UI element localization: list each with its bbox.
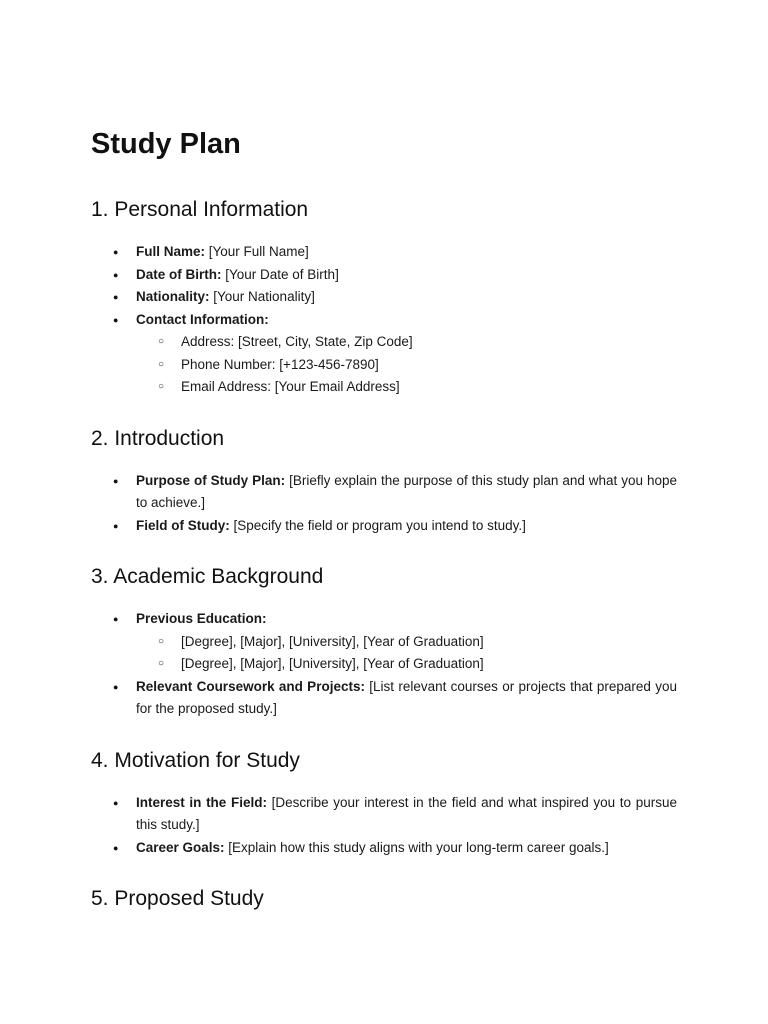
list-item-contact-information [91, 309, 677, 399]
list-item-previous-education [91, 608, 677, 676]
item-label: Contact Information: [136, 311, 269, 327]
item-value: [Specify the field or program you intend to study.] [229, 517, 526, 533]
section-heading-personal-information: 1. Personal Information [91, 198, 309, 221]
item-label: Previous Education: [136, 611, 267, 626]
sublist-item-address: ○ Address: [Street, City, State, Zip Code] [136, 331, 677, 354]
document-body [91, 124, 677, 913]
personal-information-list [91, 241, 677, 399]
item-value: [Your Full Name] [205, 244, 309, 259]
list-item-purpose-of-study-plan [91, 470, 677, 515]
item-label: Purpose of Study Plan: [136, 472, 286, 488]
item-value: [Your Nationality] [209, 289, 315, 304]
item-label: Relevant Coursework and Projects: [136, 678, 365, 694]
sublist-item-phone-number: ○ Phone Number: [+123-456-7890] [136, 354, 677, 377]
page-title: Study Plan [91, 128, 241, 160]
section-heading-introduction: 2. Introduction [91, 426, 225, 450]
list-item-interest-in-the-field [91, 792, 677, 837]
item-value: [Your Date of Birth] [221, 266, 339, 282]
sublist-item-degree: ○ [Degree], [Major], [University], [Year of Graduation] [136, 631, 677, 654]
item-label: Field of Study: [136, 517, 230, 533]
item-label: Nationality: [136, 289, 210, 304]
list-item-nationality [91, 286, 677, 309]
section-heading-motivation-for-study: 4. Motivation for Study [91, 748, 300, 772]
sublist-item-email-address: ○ Email Address: [Your Email Address] [136, 376, 677, 399]
item-label: Full Name: [136, 244, 206, 259]
motivation-list [91, 792, 677, 860]
list-item-full-name [91, 241, 677, 264]
item-value: [List relevant courses or projects that prepared you for the proposed study.] [136, 678, 677, 716]
item-value: [Briefly explain the purpose of this study plan and what you hope to achieve.] [136, 472, 678, 510]
section-heading-proposed-study: 5. Proposed Study [91, 887, 264, 910]
item-value: [Describe your interest in the field and what inspired you to pursue this study.] [136, 794, 677, 832]
list-item-date-of-birth [91, 264, 677, 287]
section-heading-academic-background: 3. Academic Background [91, 565, 324, 588]
item-label: Date of Birth: [136, 266, 222, 282]
list-item-relevant-coursework [91, 676, 677, 721]
item-label: Interest in the Field: [136, 794, 267, 810]
previous-education-sublist [136, 631, 677, 676]
academic-background-list [91, 608, 677, 721]
item-label: Career Goals: [136, 839, 225, 855]
introduction-list [91, 470, 677, 538]
list-item-career-goals [91, 837, 677, 860]
contact-information-sublist [136, 331, 677, 399]
list-item-field-of-study [91, 515, 677, 538]
item-value: [Explain how this study aligns with your long-term career goals.] [224, 839, 609, 855]
sublist-item-degree: ○ [Degree], [Major], [University], [Year of Graduation] [136, 653, 677, 676]
